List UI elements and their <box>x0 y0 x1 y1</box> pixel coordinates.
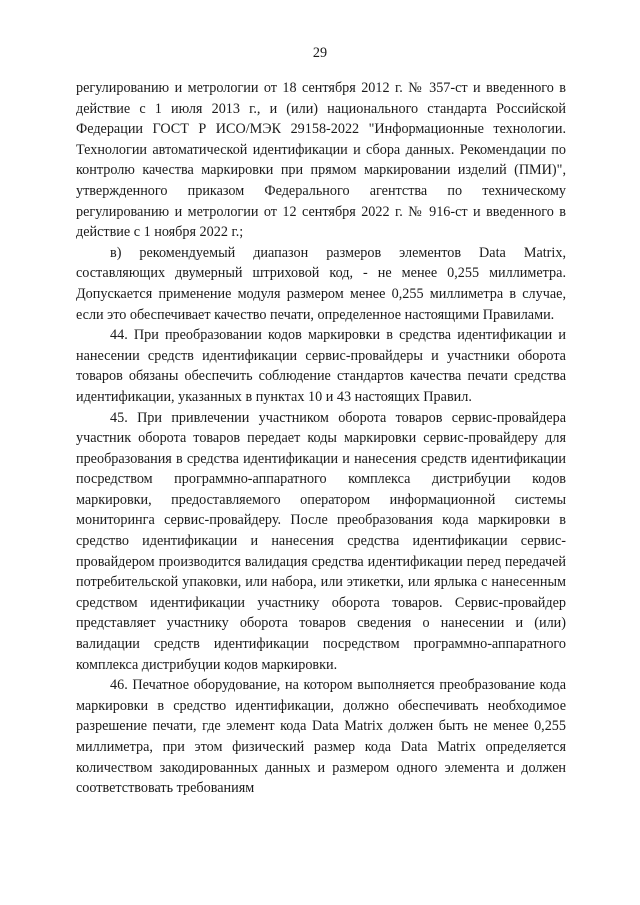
paragraph-clause-45: 45. При привлечении участником оборота товаров сервис-провайдера участник оборота товаров передает коды маркировки сервис-провайдеру для преобразования в средства идентификации и нанесения средств идентификации посредством программно-аппаратного комплекса дистрибуции кодов маркировки, предоставляемого оператором информационной системы мониторинга сервис-провайдеру. После преобразования кода маркировки в средство идентификации и нанесения средства идентификации сервис-провайдером производится валидация средства идентификации перед передачей потребительской упаковки, или набора, или этикетки, или ярлыка с нанесенным средством идентификации участнику оборота товаров. Сервис-провайдер представляет участнику оборота товаров сведения о нанесении и (или) валидации средств идентификации посредством программно-аппаратного комплекса дистрибуции кодов маркировки. <box>76 409 566 673</box>
page-number: 29 <box>312 45 328 61</box>
paragraph-clause-46: 46. Печатное оборудование, на котором выполняется преобразование кода маркировки в средство идентификации, должно обеспечивать необходимое разрешение печати, где элемент кода Data Matrix должен быть не менее 0,255 миллиметра, при этом физический размер кода Data Matrix определяется количеством закодированных данных и размером одного элемента и должен соответствовать требованиям <box>76 677 566 797</box>
paragraph-clause-44: 44. При преобразовании кодов маркировки в средства идентификации и нанесении средств идентификации сервис-провайдеры и участники оборота товаров обязаны обеспечить соблюдение стандартов качества печати средства идентификации, указанных в пунктах 10 и 43 настоящих Правил. <box>76 327 566 405</box>
document-body <box>76 78 566 799</box>
paragraph-item-v: в) рекомендуемый диапазон размеров элементов Data Matrix, составляющих двумерный штриховой код, - не менее 0,255 миллиметра. Допускается применение модуля размером менее 0,255 миллиметра в случае, если это обеспечивает качество печати, определенное настоящими Правилами. <box>76 244 566 323</box>
paragraph-continuation: регулированию и метрологии от 18 сентября 2012 г. № 357-ст и введенного в действие с 1 июля 2013 г., и (или) национального стандарта Российской Федерации ГОСТ Р ИСО/МЭК 29158-2022 "Информационные технологии. Технологии автоматической идентификации и сбора данных. Рекомендации по контролю качества маркировки при прямом маркировании изделий (ПМИ)", утвержденного приказом Федерального агентства по техническому регулированию и метрологии от 12 сентября 2022 г. № 916-ст и введенного в действие с 1 ноября 2022 г.; <box>76 80 566 241</box>
